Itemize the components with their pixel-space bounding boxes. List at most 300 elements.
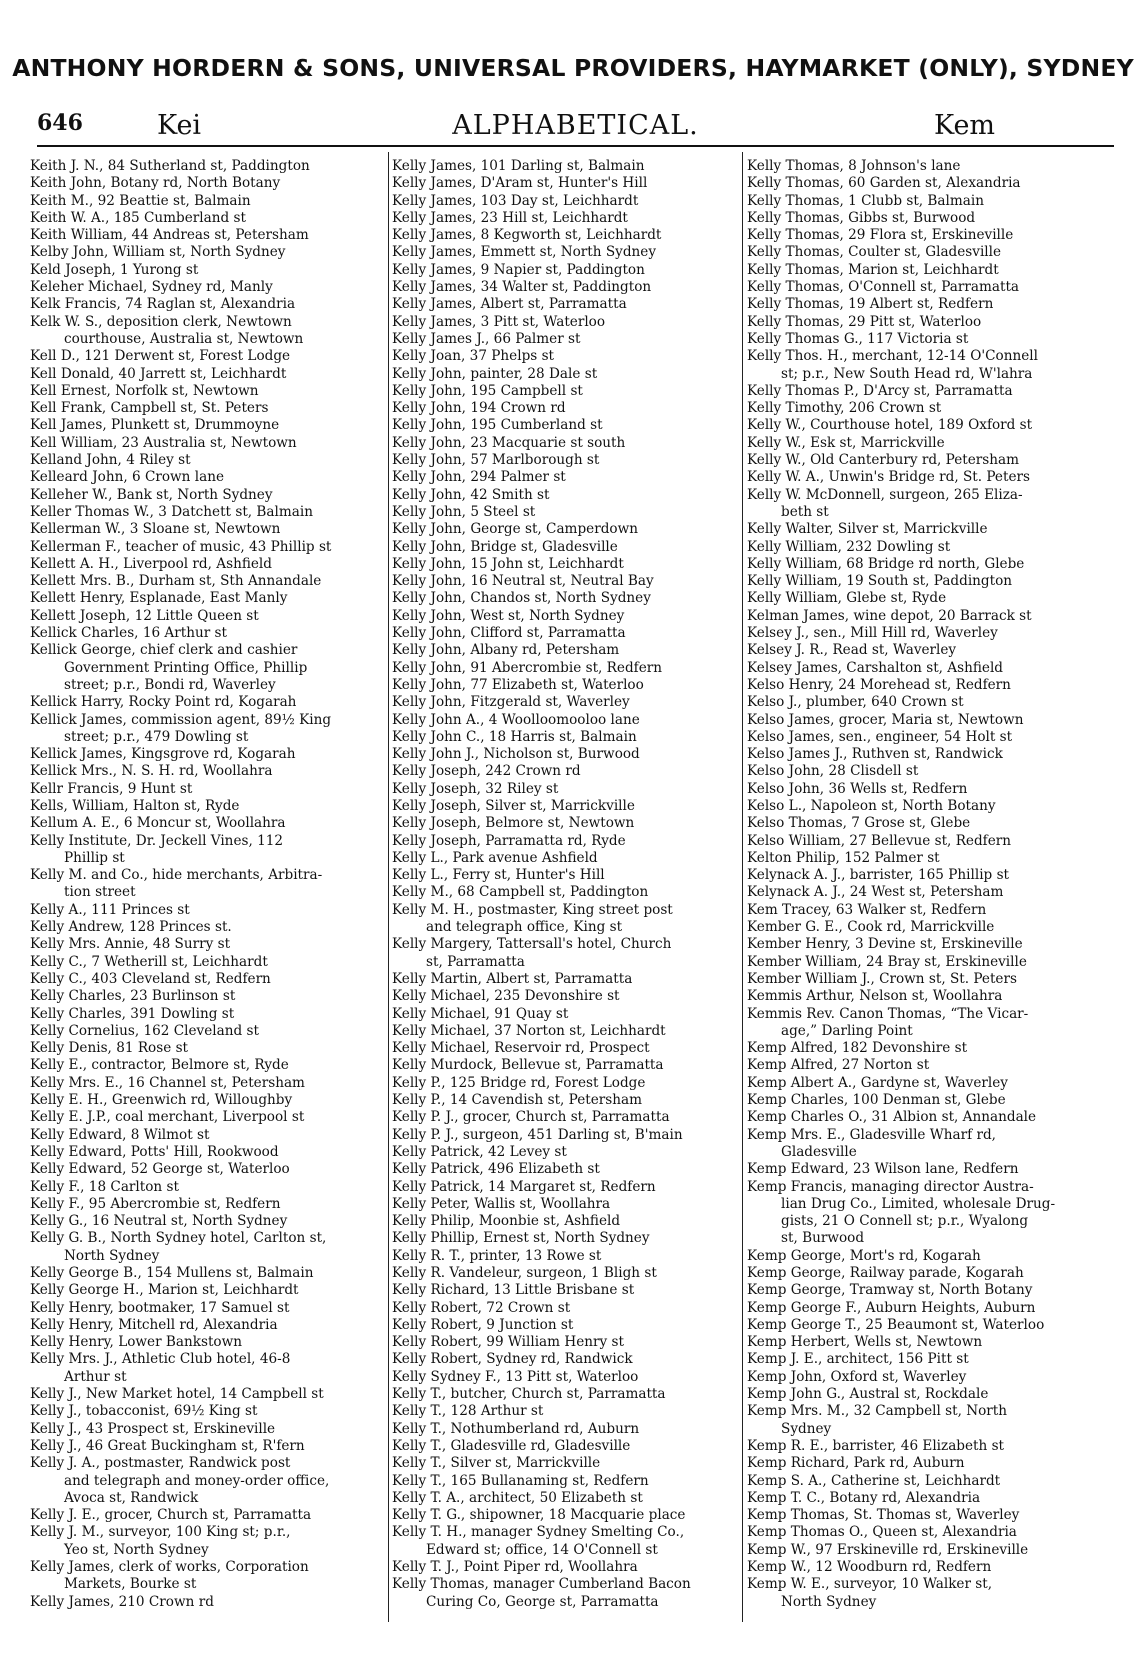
entry-line: Kelly William, 19 South st, Paddington	[747, 573, 1013, 590]
directory-entry	[747, 1369, 1085, 1386]
directory-entry	[747, 746, 1085, 763]
entry-line: Kelso L., Napoleon st, North Botany	[747, 797, 996, 814]
entry-line: Kelly E. J.P., coal merchant, Liverpool st	[30, 1109, 305, 1126]
last-entry-guide: Kem	[934, 110, 996, 141]
directory-entry	[30, 1057, 385, 1074]
entry-line: Kelton Philip, 152 Palmer st	[747, 849, 940, 866]
entry-line: Kelly Robert, Sydney rd, Randwick	[392, 1351, 633, 1368]
entry-line: Kelly W., Courthouse hotel, 189 Oxford st	[747, 417, 1033, 434]
directory-entry	[747, 1473, 1085, 1490]
entry-line: Kelly Joseph, Belmore st, Newtown	[392, 815, 635, 832]
directory-column-1	[30, 158, 385, 1618]
directory-entry	[30, 971, 385, 988]
entry-line: Kem Tracey, 63 Walker st, Redfern	[747, 901, 987, 918]
directory-entry	[747, 383, 1085, 400]
directory-entry	[30, 210, 385, 227]
entry-line: Kellum A. E., 6 Moncur st, Woollahra	[30, 815, 286, 832]
entry-line: Kelynack A. J., 24 West st, Petersham	[747, 884, 1004, 901]
entry-line: Kemp George, Tramway st, North Botany	[747, 1282, 1033, 1299]
page-banner: ANTHONY HORDERN & SONS, UNIVERSAL PROVIDERS, HAYMARKET (ONLY), SYDNEY	[12, 54, 1134, 82]
directory-entry	[747, 1161, 1085, 1178]
directory-entry	[392, 158, 739, 175]
directory-entry	[747, 1300, 1085, 1317]
entry-line: Keleher Michael, Sydney rd, Manly	[30, 279, 273, 296]
directory-entry	[747, 694, 1085, 711]
directory-entry	[392, 1369, 739, 1386]
entry-line: Kelly Thomas, O'Connell st, Parramatta	[747, 279, 1020, 296]
entry-line: Kember Henry, 3 Devine st, Erskineville	[747, 936, 1023, 953]
directory-entry	[747, 642, 1085, 659]
entry-continuation-line: North Sydney	[64, 1247, 160, 1264]
directory-entry	[30, 521, 385, 538]
entry-line: Kelly Henry, bootmaker, 17 Samuel st	[30, 1299, 290, 1316]
entry-line: Kelly Thomas, Gibbs st, Burwood	[747, 209, 976, 226]
entry-line: Kemp Thomas O., Queen st, Alexandria	[747, 1524, 1017, 1541]
entry-continuation-line: Avoca st, Randwick	[64, 1489, 199, 1506]
entry-continuation-line: Curing Co, George st, Parramatta	[426, 1593, 659, 1610]
entry-line: Kellr Francis, 9 Hunt st	[30, 780, 193, 797]
entry-line: Kelso John, 28 Clisdell st	[747, 763, 919, 780]
entry-line: Kelly John, 195 Campbell st	[392, 382, 583, 399]
directory-entry	[30, 1127, 385, 1144]
entry-line: Kelly James, Albert st, Parramatta	[392, 296, 627, 313]
entry-line: Kellerman W., 3 Sloane st, Newtown	[30, 521, 281, 538]
directory-entry	[30, 1230, 385, 1265]
directory-entry	[30, 504, 385, 521]
entry-line: Kelly John C., 18 Harris st, Balmain	[392, 728, 637, 745]
directory-entry	[392, 1230, 739, 1247]
entry-line: Kelly Henry, Mitchell rd, Alexandria	[30, 1316, 278, 1333]
entry-line: Kelly Michael, 235 Devonshire st	[392, 988, 620, 1005]
entry-continuation-line: Edward st; office, 14 O'Connell st	[426, 1541, 658, 1558]
directory-entry	[392, 1421, 739, 1438]
directory-entry	[747, 314, 1085, 331]
entry-line: Kember G. E., Cook rd, Marrickville	[747, 919, 995, 936]
entry-line: Kelleard John, 6 Crown lane	[30, 469, 225, 486]
entry-line: Kelman James, wine depot, 20 Barrack st	[747, 607, 1032, 624]
directory-entry	[747, 573, 1085, 590]
directory-entry	[392, 1144, 739, 1161]
entry-line: Kelly James, 23 Hill st, Leichhardt	[392, 209, 628, 226]
entry-line: Kelly James, 101 Darling st, Balmain	[392, 158, 645, 174]
directory-entry	[747, 1179, 1085, 1248]
directory-entry	[30, 1594, 385, 1611]
entry-line: Kelly James, 103 Day st, Leichhardt	[392, 192, 639, 209]
entry-line: Kelly John, 57 Marlborough st	[392, 452, 600, 469]
entry-line: Kelly John, painter, 28 Dale st	[392, 365, 598, 382]
entry-line: Kelly E., contractor, Belmore st, Ryde	[30, 1057, 289, 1074]
entry-continuation-line: North Sydney	[781, 1593, 877, 1610]
entry-line: Kelly Thomas P., D'Arcy st, Parramatta	[747, 382, 1013, 399]
entry-line: Kelly John, 194 Crown rd	[392, 400, 566, 417]
directory-entry	[747, 712, 1085, 729]
entry-line: Keith William, 44 Andreas st, Petersham	[30, 227, 309, 244]
directory-entry	[30, 642, 385, 694]
directory-entry	[392, 833, 739, 850]
directory-entry	[392, 1265, 739, 1282]
directory-entry	[747, 1542, 1085, 1559]
entry-line: Kelly W., Esk st, Marrickville	[747, 434, 945, 451]
entry-line: Kelly Murdock, Bellevue st, Parramatta	[392, 1057, 664, 1074]
directory-entry	[747, 677, 1085, 694]
entry-line: Kelly Timothy, 206 Crown st	[747, 400, 942, 417]
directory-entry	[392, 815, 739, 832]
directory-entry	[392, 1213, 739, 1230]
entry-line: Kell Ernest, Norfolk st, Newtown	[30, 382, 259, 399]
entry-continuation-line: st, Burwood	[781, 1230, 865, 1247]
directory-entry	[392, 1507, 739, 1524]
entry-line: Kelly Michael, 91 Quay st	[392, 1005, 569, 1022]
directory-entry	[392, 244, 739, 261]
entry-continuation-line: Markets, Bourke st	[64, 1576, 197, 1593]
entry-line: Kelly Peter, Wallis st, Woollahra	[392, 1195, 611, 1212]
directory-entry	[392, 435, 739, 452]
entry-line: Kelly T. H., manager Sydney Smelting Co.,	[392, 1524, 685, 1541]
directory-entry	[30, 590, 385, 607]
directory-entry	[30, 1421, 385, 1438]
directory-entry	[747, 1075, 1085, 1092]
directory-entry	[747, 1109, 1085, 1126]
entry-line: Kemp George F., Auburn Heights, Auburn	[747, 1299, 1036, 1316]
entry-line: Kelly John, 77 Elizabeth st, Waterloo	[392, 676, 644, 693]
entry-line: Kemp J. E., architect, 156 Pitt st	[747, 1351, 969, 1368]
entry-line: Kelly Patrick, 42 Levey st	[392, 1143, 567, 1160]
entry-line: Kelly Martin, Albert st, Parramatta	[392, 970, 633, 987]
directory-entry	[747, 469, 1085, 486]
directory-entry	[747, 936, 1085, 953]
directory-column-3	[747, 158, 1085, 1618]
entry-line: Kelly Michael, 37 Norton st, Leichhardt	[392, 1022, 666, 1039]
directory-entry	[747, 971, 1085, 988]
entry-line: Kelly Mrs. Annie, 48 Surry st	[30, 936, 231, 953]
directory-entry	[30, 469, 385, 486]
entry-line: Kelsey J., sen., Mill Hill rd, Waverley	[747, 625, 998, 642]
directory-entry	[30, 1403, 385, 1420]
entry-line: Kelly M., 68 Campbell st, Paddington	[392, 884, 649, 901]
directory-entry	[30, 1092, 385, 1109]
entry-line: Kelk Francis, 74 Raglan st, Alexandria	[30, 296, 296, 313]
entry-line: Kelly John, Clifford st, Parramatta	[392, 625, 626, 642]
directory-entry	[30, 815, 385, 832]
entry-line: Kelly Margery, Tattersall's hotel, Church	[392, 936, 672, 953]
directory-entry	[30, 763, 385, 780]
entry-line: Kelly John J., Nicholson st, Burwood	[392, 746, 640, 763]
entry-line: Kelso James, grocer, Maria st, Newtown	[747, 711, 1024, 728]
entry-line: Kelly Joseph, 32 Riley st	[392, 780, 559, 797]
entry-line: Kelly John, Fitzgerald st, Waverley	[392, 694, 630, 711]
directory-entry	[747, 1438, 1085, 1455]
entry-line: Kemp Alfred, 182 Devonshire st	[747, 1040, 968, 1057]
entry-line: Kelly James J., 66 Palmer st	[392, 330, 581, 347]
entry-continuation-line: street; p.r., 479 Dowling st	[64, 728, 249, 745]
entry-line: Kelso J., plumber, 640 Crown st	[747, 694, 964, 711]
entry-line: Kelly Patrick, 496 Elizabeth st	[392, 1161, 600, 1178]
directory-entry	[747, 1351, 1085, 1368]
directory-entry	[747, 400, 1085, 417]
entry-line: Kelly James, 8 Kegworth st, Leichhardt	[392, 227, 662, 244]
directory-entry	[30, 1351, 385, 1386]
entry-line: Kelly T., 165 Bullanaming st, Redfern	[392, 1472, 649, 1489]
directory-entry	[747, 1057, 1085, 1074]
directory-entry	[747, 158, 1085, 175]
entry-line: Kelly P., 14 Cavendish st, Petersham	[392, 1092, 642, 1109]
entry-line: Kelly J., tobacconist, 69½ King st	[30, 1403, 258, 1420]
directory-entry	[30, 1023, 385, 1040]
directory-entry	[747, 521, 1085, 538]
directory-entry	[747, 1559, 1085, 1576]
directory-entry	[30, 193, 385, 210]
entry-line: Kelleher W., Bank st, North Sydney	[30, 486, 273, 503]
directory-entry	[747, 1282, 1085, 1299]
directory-entry	[747, 1317, 1085, 1334]
entry-line: Kelly Joseph, Silver st, Marrickville	[392, 797, 635, 814]
directory-entry	[392, 227, 739, 244]
directory-entry	[392, 1109, 739, 1126]
entry-line: Kelly C., 7 Wetherill st, Leichhardt	[30, 953, 268, 970]
entry-line: Kelsey James, Carshalton st, Ashfield	[747, 659, 1004, 676]
directory-entry	[30, 988, 385, 1005]
entry-line: Kemmis Rev. Canon Thomas, “The Vicar-	[747, 1005, 1029, 1022]
directory-entry	[392, 331, 739, 348]
directory-entry	[747, 1092, 1085, 1109]
directory-entry	[392, 417, 739, 434]
directory-entry	[747, 884, 1085, 901]
entry-line: Kelly Phillip, Ernest st, North Sydney	[392, 1230, 650, 1247]
directory-entry	[392, 383, 739, 400]
entry-line: Kelly John, 42 Smith st	[392, 486, 550, 503]
entry-line: Kelly Michael, Reservoir rd, Prospect	[392, 1040, 650, 1057]
entry-line: Kellett Henry, Esplanade, East Manly	[30, 590, 288, 607]
directory-entry	[392, 1559, 739, 1576]
directory-entry	[392, 798, 739, 815]
directory-entry	[30, 608, 385, 625]
directory-entry	[747, 1334, 1085, 1351]
directory-entry	[747, 815, 1085, 832]
entry-line: Kelly Edward, Potts' Hill, Rookwood	[30, 1143, 279, 1160]
entry-continuation-line: courthouse, Australia st, Newtown	[64, 330, 304, 347]
directory-entry	[392, 1127, 739, 1144]
directory-entry	[747, 625, 1085, 642]
entry-line: Kelly James, 210 Crown rd	[30, 1593, 214, 1610]
directory-entry	[392, 1179, 739, 1196]
entry-line: Kelly John, 294 Palmer st	[392, 469, 566, 486]
directory-entry	[30, 556, 385, 573]
directory-entry	[392, 850, 739, 867]
entry-line: Kelly F., 18 Carlton st	[30, 1178, 179, 1195]
directory-entry	[30, 348, 385, 365]
entry-line: Kemp John G., Austral st, Rockdale	[747, 1386, 989, 1403]
entry-line: Kelly Mrs. E., 16 Channel st, Petersham	[30, 1074, 305, 1091]
entry-continuation-line: st, Parramatta	[426, 953, 525, 970]
directory-entry	[392, 1317, 739, 1334]
entry-line: Kelly Denis, 81 Rose st	[30, 1040, 189, 1057]
directory-entry	[30, 1455, 385, 1507]
directory-entry	[747, 902, 1085, 919]
directory-entry	[30, 1040, 385, 1057]
directory-entry	[747, 1455, 1085, 1472]
directory-entry	[392, 988, 739, 1005]
directory-entry	[747, 210, 1085, 227]
entry-line: Keith John, Botany rd, North Botany	[30, 175, 281, 192]
entry-line: Kelland John, 4 Riley st	[30, 452, 191, 469]
directory-entry	[30, 227, 385, 244]
entry-continuation-line: st; p.r., New South Head rd, W'lahra	[781, 365, 1033, 382]
entry-continuation-line: and telegraph office, King st	[426, 919, 623, 936]
directory-entry	[747, 539, 1085, 556]
entry-line: Kemp W., 12 Woodburn rd, Redfern	[747, 1559, 992, 1576]
directory-entry	[747, 1040, 1085, 1057]
directory-entry	[747, 348, 1085, 383]
directory-entry	[392, 175, 739, 192]
entry-line: Kelly John, Chandos st, North Sydney	[392, 590, 651, 607]
entry-continuation-line: and telegraph and money-order office,	[64, 1472, 330, 1489]
entry-continuation-line: Sydney	[781, 1420, 832, 1437]
directory-entry	[747, 729, 1085, 746]
directory-entry	[392, 867, 739, 884]
entry-line: Keith W. A., 185 Cumberland st	[30, 209, 246, 226]
directory-entry	[30, 279, 385, 296]
directory-entry	[392, 469, 739, 486]
entry-line: Kelso James J., Ruthven st, Randwick	[747, 746, 1003, 763]
entry-line: Kemp Francis, managing director Austra-	[747, 1178, 1034, 1195]
entry-line: Kelly Thos. H., merchant, 12-14 O'Connell	[747, 348, 1038, 365]
directory-entry	[392, 539, 739, 556]
directory-entry	[392, 642, 739, 659]
directory-entry	[392, 1455, 739, 1472]
entry-continuation-line: Gladesville	[781, 1143, 857, 1160]
directory-entry	[30, 712, 385, 747]
entry-line: Kelly Cornelius, 162 Cleveland st	[30, 1022, 259, 1039]
directory-entry	[30, 954, 385, 971]
directory-entry	[747, 175, 1085, 192]
directory-entry	[392, 729, 739, 746]
entry-line: Kelly John, 16 Neutral st, Neutral Bay	[392, 573, 654, 590]
directory-entry	[30, 902, 385, 919]
entry-line: Kelly M. H., postmaster, King street post	[392, 901, 673, 918]
entry-line: Kelly John, 91 Abercrombie st, Redfern	[392, 659, 662, 676]
entry-line: Kelly Philip, Moonbie st, Ashfield	[392, 1213, 621, 1230]
entry-line: Keller Thomas W., 3 Datchett st, Balmain	[30, 503, 313, 520]
directory-entry	[392, 452, 739, 469]
entry-line: Kemp Albert A., Gardyne st, Waverley	[747, 1074, 1008, 1091]
entry-line: Kell William, 23 Australia st, Newtown	[30, 434, 297, 451]
directory-entry	[392, 1300, 739, 1317]
entry-line: Kelso William, 27 Bellevue st, Redfern	[747, 832, 1012, 849]
entry-line: Kell D., 121 Derwent st, Forest Lodge	[30, 348, 291, 365]
entry-line: Kelly T., butcher, Church st, Parramatta	[392, 1386, 666, 1403]
entry-line: Kelly Patrick, 14 Margaret st, Redfern	[392, 1178, 656, 1195]
header-rule	[37, 145, 1114, 147]
directory-entry	[30, 1109, 385, 1126]
entry-line: Kemp Richard, Park rd, Auburn	[747, 1455, 965, 1472]
entry-line: Kellick James, commission agent, 89½ King	[30, 711, 332, 728]
entry-line: Kemp R. E., barrister, 46 Elizabeth st	[747, 1437, 1005, 1454]
entry-line: Kellett A. H., Liverpool rd, Ashfield	[30, 555, 272, 572]
directory-entry	[747, 1006, 1085, 1041]
directory-entry	[392, 262, 739, 279]
entry-line: Kelly C., 403 Cleveland st, Redfern	[30, 970, 271, 987]
directory-entry	[30, 539, 385, 556]
directory-entry	[747, 763, 1085, 780]
page-header	[37, 110, 1114, 144]
directory-entry	[30, 1196, 385, 1213]
entry-line: Keith M., 92 Beattie st, Balmain	[30, 192, 251, 209]
entry-line: Kemp Thomas, St. Thomas st, Waverley	[747, 1507, 1020, 1524]
first-entry-guide: Kei	[157, 110, 202, 141]
entry-line: Kellett Joseph, 12 Little Queen st	[30, 607, 259, 624]
directory-entry	[30, 1265, 385, 1282]
entry-line: Kelly Joan, 37 Phelps st	[392, 348, 555, 365]
entry-continuation-line: age,” Darling Point	[781, 1022, 913, 1039]
entry-line: Kelly James, Emmett st, North Sydney	[392, 244, 657, 261]
entry-line: Kelly John A., 4 Woolloomooloo lane	[392, 711, 640, 728]
entry-line: Kelly Thomas, Coulter st, Gladesville	[747, 244, 1002, 261]
directory-entry	[30, 1524, 385, 1559]
entry-line: Kelly John, Bridge st, Gladesville	[392, 538, 618, 555]
directory-entry	[30, 1317, 385, 1334]
directory-entry	[392, 1524, 739, 1559]
entry-line: Kemp T. C., Botany rd, Alexandria	[747, 1489, 981, 1506]
entry-line: Kelly Thomas, Marion st, Leichhardt	[747, 261, 999, 278]
entry-line: Kemp Mrs. E., Gladesville Wharf rd,	[747, 1126, 996, 1143]
entry-line: Kelly William, 232 Dowling st	[747, 538, 951, 555]
directory-entry	[392, 712, 739, 729]
directory-entry	[30, 262, 385, 279]
entry-line: Kelly Thomas, 29 Flora st, Erskineville	[747, 227, 1014, 244]
entry-line: Kell Frank, Campbell st, St. Peters	[30, 400, 269, 417]
directory-entry	[747, 1386, 1085, 1403]
directory-entry	[747, 1524, 1085, 1541]
entry-line: Kelly J. M., surveyor, 100 King st; p.r.,	[30, 1524, 291, 1541]
directory-entry	[30, 1282, 385, 1299]
entry-line: Kelly William, 68 Bridge rd north, Glebe	[747, 555, 1025, 572]
directory-entry	[392, 694, 739, 711]
directory-entry	[30, 1075, 385, 1092]
entry-line: Kelso John, 36 Wells st, Redfern	[747, 780, 968, 797]
entry-line: Kelly John, Albany rd, Petersham	[392, 642, 620, 659]
entry-line: Kelso James, sen., engineer, 54 Holt st	[747, 728, 1013, 745]
entry-line: Kelly A., 111 Princes st	[30, 901, 190, 918]
entry-continuation-line: Phillip st	[64, 849, 125, 866]
entry-line: Kelly F., 95 Abercrombie st, Redfern	[30, 1195, 281, 1212]
directory-entry	[392, 1438, 739, 1455]
directory-entry	[747, 435, 1085, 452]
entry-line: Kelly L., Park avenue Ashfield	[392, 849, 598, 866]
entry-line: Kellick Mrs., N. S. H. rd, Woollahra	[30, 763, 273, 780]
entry-line: Kelly Andrew, 128 Princes st.	[30, 919, 232, 936]
entry-line: Kelly P. J., grocer, Church st, Parramatta	[392, 1109, 670, 1126]
directory-entry	[392, 1282, 739, 1299]
directory-entry	[30, 694, 385, 711]
column-divider	[388, 152, 389, 1622]
entry-line: Kelly Thomas G., 117 Victoria st	[747, 330, 969, 347]
directory-entry	[747, 279, 1085, 296]
section-title: ALPHABETICAL.	[452, 110, 699, 141]
entry-line: Kelly George B., 154 Mullens st, Balmain	[30, 1265, 314, 1281]
entry-line: Kember William, 24 Bray st, Erskineville	[747, 953, 1027, 970]
directory-column-2	[392, 158, 739, 1618]
directory-entry	[30, 625, 385, 642]
directory-entry	[392, 1386, 739, 1403]
entry-line: Kelly John, 23 Macquarie st south	[392, 434, 626, 451]
entry-line: Kelly G., 16 Neutral st, North Sydney	[30, 1213, 288, 1230]
directory-entry	[392, 556, 739, 573]
entry-line: Kember William J., Crown st, St. Peters	[747, 970, 1017, 987]
directory-entry	[392, 936, 739, 971]
directory-entry	[30, 1438, 385, 1455]
directory-entry	[30, 366, 385, 383]
entry-line: Kelly Thomas, manager Cumberland Bacon	[392, 1576, 691, 1593]
